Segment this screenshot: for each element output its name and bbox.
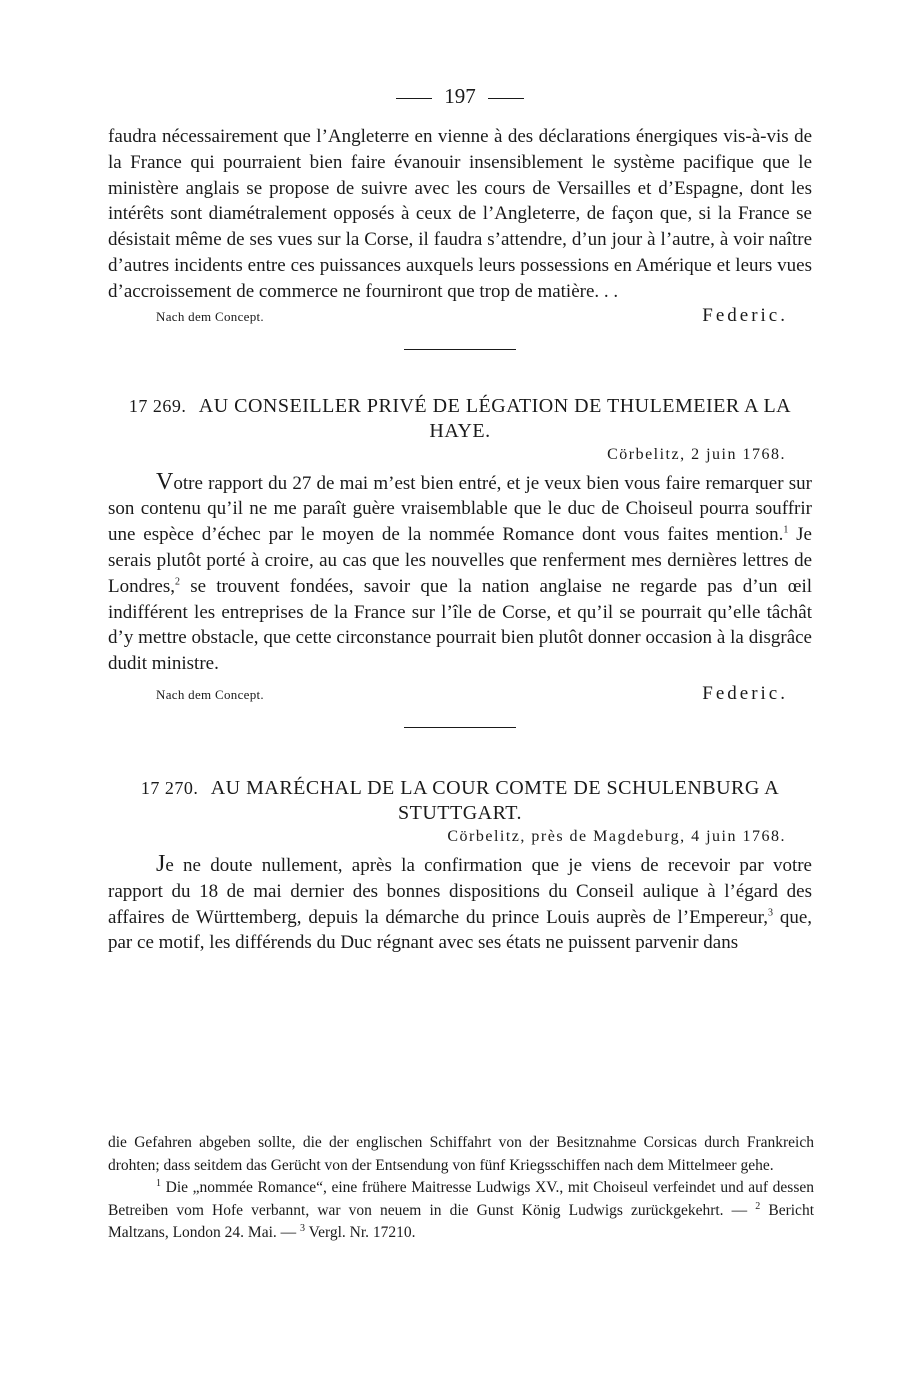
footnote-mark: 2 — [755, 1200, 761, 1212]
continuation-text: faudra nécessairement que l’Angleterre en vienne à des déclarations énergiques vis-à-vis de la France qui pourraient bien faire évanouir insensiblement le système pacifique que le ministère anglais se propose de suivre avec les cours de Versailles et d’Espagne, dont les intérêts sont diamétralement opposés à ceux de l’Angleterre, de façon que, si la France se désistait même de ses vues sur la Corse, il faudra s’attendre, d’un jour à l’autre, à voir naître d’autres incidents entre ces puissances auxquels leurs possessions en Amérique et leurs vues d’accroissement de commerce ne fourniront que trop de matière. . . — [108, 126, 812, 302]
footnotes — [108, 1132, 814, 1245]
letter-number: 17 270. — [140, 777, 199, 798]
page-body — [108, 80, 812, 956]
footnote-ref: 1 — [783, 524, 789, 536]
letter-heading — [108, 394, 812, 444]
header-dash-left — [396, 98, 432, 99]
letter-text-part: e ne doute nullement, après la confirmation que je viens de recevoir par votre rapport du 18 de mai dernier des bonnes dispositions du Conseil aulique à l’égard des affaires de Württemberg, depuis la démarche du prince Louis auprès de l’Empereur, — [108, 854, 812, 928]
footnote-mark: 3 — [300, 1222, 306, 1234]
section-separator — [404, 727, 516, 728]
footnote-1: Die „nommée Romance“, eine frühere Maitresse Ludwigs XV., mit Choiseul verfeindet und auf dessen Betreiben vom Hofe verbannt, war von neuem in die Gunst König Ludwigs zurückgekehrt. — — [108, 1179, 814, 1219]
letter-text — [108, 470, 812, 677]
letter-text — [108, 852, 812, 956]
signature: Federic. — [702, 682, 788, 704]
concept-note: Nach dem Concept. — [156, 686, 264, 702]
letter-text-part: Je serais plutôt porté à croire, au cas que les nouvelles que renferment mes dernières lettres de Londres, — [108, 524, 812, 597]
initial-letter: V — [156, 468, 174, 495]
initial-letter: J — [156, 850, 166, 877]
footnote-ref: 2 — [175, 576, 181, 588]
letter-title: AU MARÉCHAL DE LA COUR COMTE DE SCHULENBURG A STUTTGART. — [210, 776, 780, 824]
section-separator — [404, 349, 516, 350]
letter-heading — [108, 776, 812, 826]
signature: Federic. — [702, 304, 788, 326]
header-dash-right — [488, 98, 524, 99]
letter-signoff — [108, 683, 812, 705]
letter-text-part: que, par ce motif, les différends du Duc régnant avec ses états ne puissent parvenir dans — [108, 906, 812, 954]
letter-dateline: Cörbelitz, près de Magdeburg, 4 juin 1768. — [447, 827, 786, 845]
footnote-mark: 1 — [156, 1177, 161, 1189]
continuation-signoff — [108, 305, 812, 327]
footnote-2: Bericht Maltzans, London 24. Mai. — — [108, 1201, 814, 1241]
page-header — [108, 80, 812, 112]
footnote-3: Vergl. Nr. 17210. — [305, 1224, 416, 1241]
footnote-ref: 3 — [767, 907, 773, 919]
letter-text-part: se trouvent fondées, savoir que la nation anglaise ne regarde pas d’un œil indifférent les entreprises de la France sur l’île de Corse, et qu’il se pourrait qu’elle tâchât d’y mettre obstacle, que cette circonstance pourrait bien plutôt donner occasion à la disgrâce dudit ministre. — [108, 575, 812, 675]
letter-number: 17 269. — [128, 395, 187, 416]
footnote-list — [108, 1177, 814, 1245]
page-number: 197 — [444, 84, 476, 108]
letter-text-part: otre rapport du 27 de mai m’est bien entré, et je veux bien vous faire remarquer sur son contenu qu’il ne me paraît guère vraisemblable que le duc de Choiseul pourra souffrir une espèce d’échec par le moyen de la nommée Romance dont vous faites mention. — [108, 472, 812, 546]
concept-note: Nach dem Concept. — [156, 308, 264, 324]
footnote-continued: die Gefahren abgeben sollte, die der englischen Schiffahrt von der Besitznahme Corsicas durch Frankreich drohten; dass seitdem das Gerücht von der Entsendung von fünf Kriegsschiffen nach dem Mittelmeer gehe. — [108, 1134, 814, 1174]
letter-title: AU CONSEILLER PRIVÉ DE LÉGATION DE THULEMEIER A LA HAYE. — [198, 394, 792, 442]
letter-dateline: Cörbelitz, 2 juin 1768. — [607, 445, 786, 463]
